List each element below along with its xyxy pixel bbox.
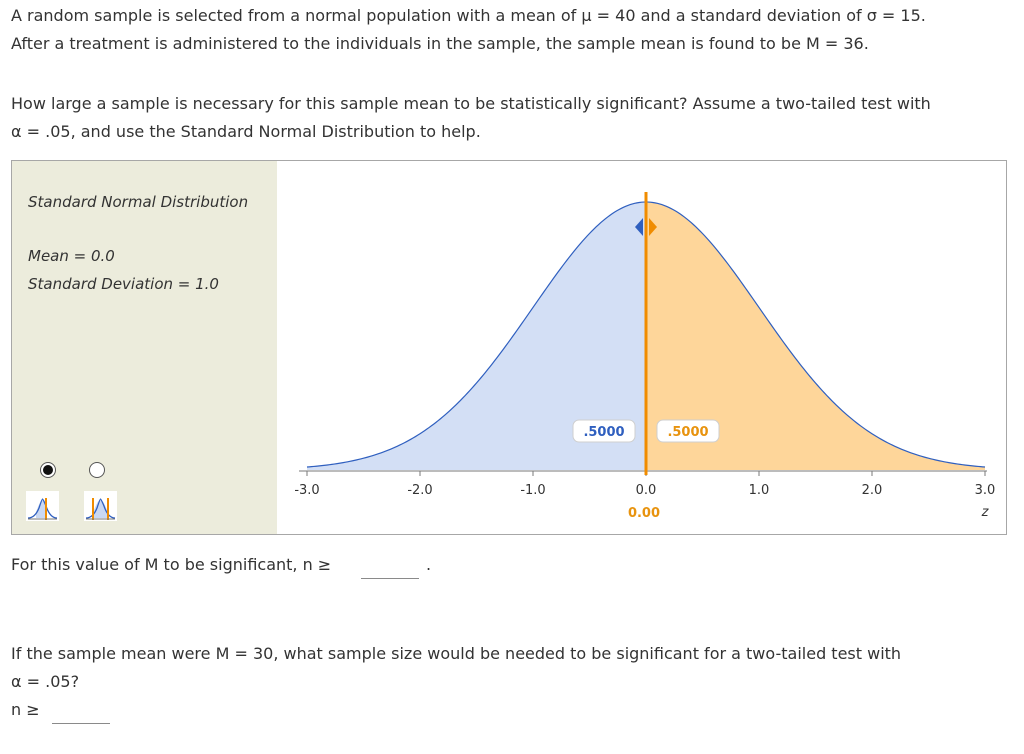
answer1-prompt: For this value of M to be significant, n ≥ [11, 555, 332, 574]
question-sample-size-line1: How large a sample is necessary for this sample mean to be statistically significant? Assume a two-tailed test with [11, 94, 931, 113]
question-sample-size [11, 90, 931, 146]
answer1-row [11, 551, 331, 579]
x-tick-label: 2.0 [861, 483, 883, 498]
x-tick-label: -1.0 [520, 483, 546, 498]
distribution-mean: Mean = 0.0 [28, 247, 115, 265]
right-area-label: .5000 [667, 425, 709, 440]
question-followup-line2: α = .05? [11, 672, 80, 691]
distribution-title: Standard Normal Distribution [28, 193, 249, 211]
x-tick-label: 1.0 [748, 483, 770, 498]
x-tick-label: 3.0 [974, 483, 996, 498]
question-intro-line2: After a treatment is administered to the individuals in the sample, the sample mean is found to be M = 36. [11, 34, 869, 53]
two-tail-curve-icon [84, 491, 117, 521]
z-marker-value: 0.00 [627, 506, 661, 521]
x-axis-label: z [981, 505, 989, 520]
question-intro-line1: A random sample is selected from a normal population with a mean of μ = 40 and a standard deviation of σ = 15. [11, 6, 926, 25]
question-followup [11, 640, 901, 696]
distribution-info-panel [12, 161, 277, 534]
one-tail-mode-button[interactable] [26, 491, 59, 521]
two-tail-mode-button[interactable] [84, 491, 117, 521]
normal-distribution-chart [277, 161, 1006, 534]
distribution-sd: Standard Deviation = 1.0 [28, 275, 219, 293]
question-sample-size-line2: α = .05, and use the Standard Normal Distribution to help. [11, 122, 481, 141]
x-tick-label: -2.0 [407, 483, 433, 498]
one-tail-curve-icon [26, 491, 59, 521]
distribution-applet [11, 160, 1007, 535]
left-area-label: .5000 [583, 425, 625, 440]
answer1-suffix: . [426, 555, 432, 574]
answer2-prompt: n ≥ [11, 700, 40, 719]
answer2-input[interactable] [52, 701, 110, 724]
question-intro [11, 2, 926, 58]
answer1-input[interactable] [361, 556, 419, 579]
one-tail-radio[interactable] [40, 462, 56, 478]
x-tick-label: 0.0 [635, 483, 657, 498]
answer2-row [11, 696, 40, 724]
x-tick-label: -3.0 [294, 483, 320, 498]
two-tail-radio[interactable] [89, 462, 105, 478]
question-followup-line1: If the sample mean were M = 30, what sample size would be needed to be significant for a two-tailed test with [11, 644, 902, 663]
